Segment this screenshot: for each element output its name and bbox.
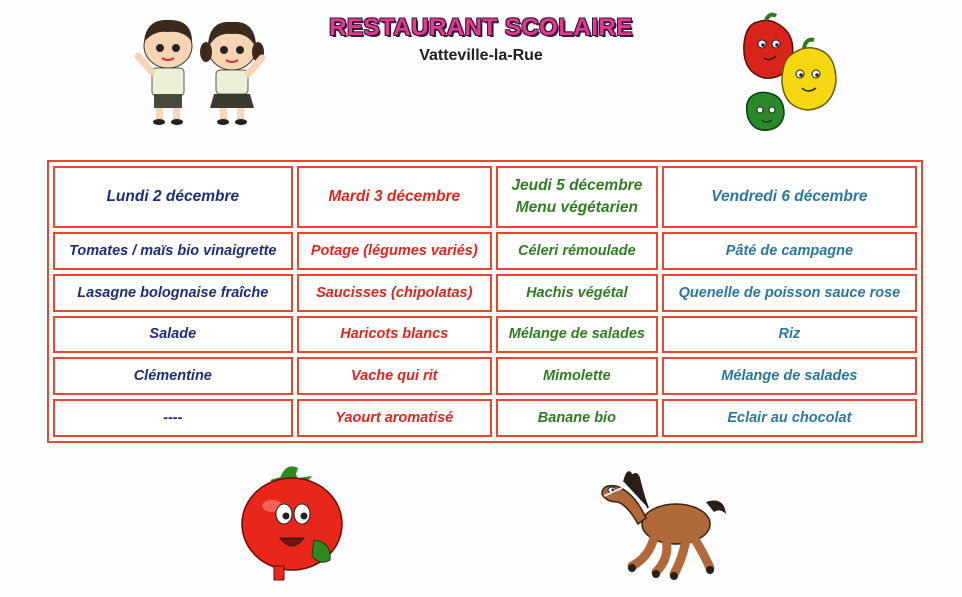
table-row [53, 274, 917, 312]
table-row [53, 399, 917, 437]
horse-illustration [598, 462, 730, 582]
menu-cell: Mimolette [496, 357, 658, 395]
menu-cell: Lasagne bolognaise fraîche [53, 274, 293, 312]
day-header-tuesday: Mardi 3 décembre [297, 166, 492, 228]
menu-cell: Salade [53, 316, 293, 354]
menu-cell: Vache qui rit [297, 357, 492, 395]
page-title: RESTAURANT SCOLAIRE [329, 14, 633, 41]
menu-cell: Saucisses (chipolatas) [297, 274, 492, 312]
menu-cell: Mélange de salades [662, 357, 917, 395]
menu-cell: ---- [53, 399, 293, 437]
day-header-monday: Lundi 2 décembre [53, 166, 293, 228]
day-header-thursday [496, 166, 658, 228]
menu-cell: Mélange de salades [496, 316, 658, 354]
menu-cell: Céleri rémoulade [496, 232, 658, 270]
table-row [53, 232, 917, 270]
vegetarian-note: Menu végétarien [515, 199, 639, 216]
peppers-illustration [738, 12, 840, 134]
table-row [53, 316, 917, 354]
table-header-row [53, 166, 917, 228]
menu-cell: Hachis végétal [496, 274, 658, 312]
menu-cell: Eclair au chocolat [662, 399, 917, 437]
menu-cell: Haricots blancs [297, 316, 492, 354]
children-illustration [128, 12, 276, 126]
menu-cell: Clémentine [53, 357, 293, 395]
menu-cell: Pâté de campagne [662, 232, 917, 270]
table-row [53, 357, 917, 395]
menu-cell: Yaourt aromatisé [297, 399, 492, 437]
menu-cell: Quenelle de poisson sauce rose [662, 274, 917, 312]
menu-cell: Tomates / maïs bio vinaigrette [53, 232, 293, 270]
menu-table [47, 160, 923, 443]
day-header-friday: Vendredi 6 décembre [662, 166, 917, 228]
tomato-illustration [240, 460, 344, 586]
page-subtitle: Vatteville-la-Rue [419, 47, 543, 64]
menu-cell: Riz [662, 316, 917, 354]
day-header-thursday-label: Jeudi 5 décembre [511, 177, 643, 194]
menu-cell: Banane bio [496, 399, 658, 437]
menu-cell: Potage (légumes variés) [297, 232, 492, 270]
